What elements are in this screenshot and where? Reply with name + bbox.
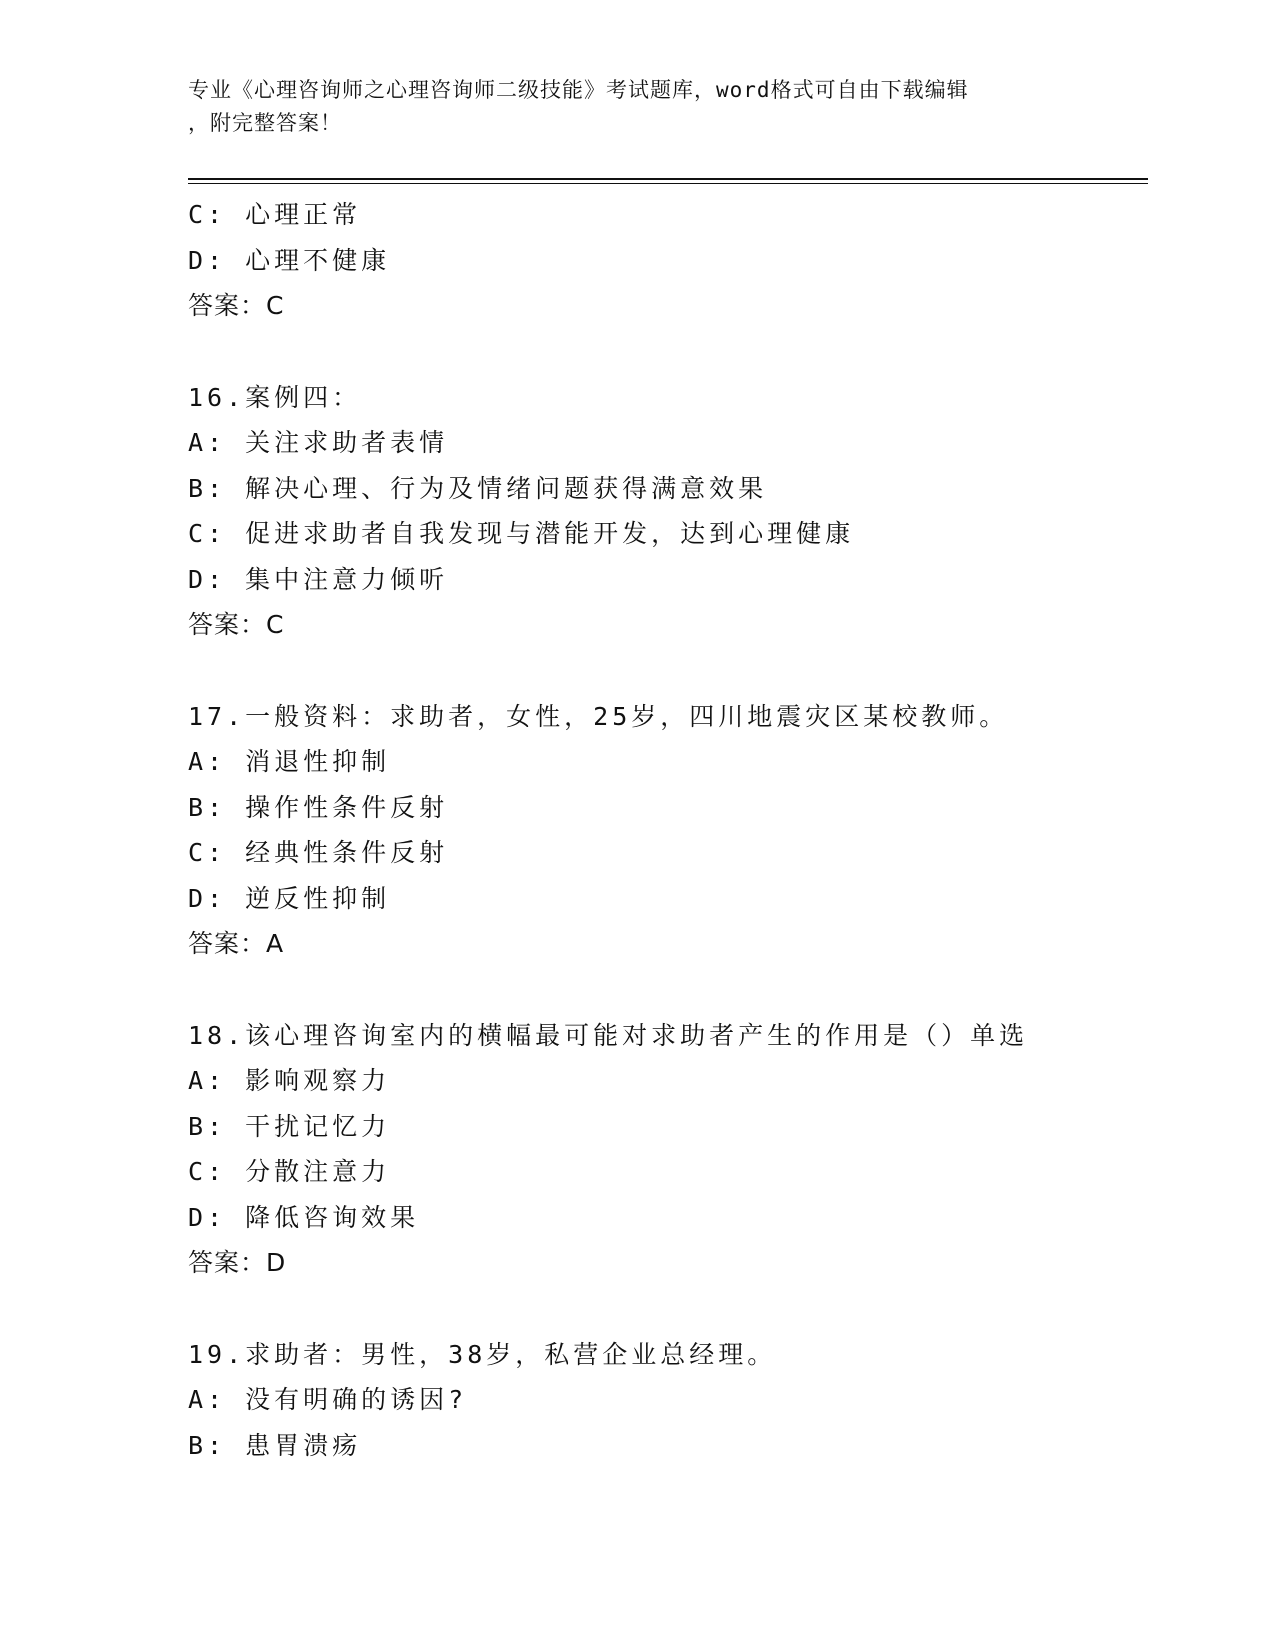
option-d: D: 心理不健康 (188, 245, 391, 275)
question-text: 18.该心理咨询室内的横幅最可能对求助者产生的作用是（）单选 (188, 1020, 1029, 1050)
header-line-2: ，附完整答案！ (188, 111, 342, 135)
option-a: A: 影响观察力 (188, 1066, 391, 1095)
answer-line: 答案：C (188, 610, 285, 639)
document-header (188, 74, 1088, 140)
option-b: B: 干扰记忆力 (188, 1111, 391, 1141)
option-b: B: 操作性条件反射 (188, 792, 449, 822)
spacer (188, 648, 1168, 694)
header-line-1: 专业《心理咨询师之心理咨询师二级技能》考试题库，word格式可自由下载编辑 (188, 78, 969, 102)
question-block-17 (188, 694, 1168, 967)
question-text: 19.求助者：男性，38岁，私营企业总经理。 (188, 1339, 777, 1369)
question-block-16 (188, 375, 1168, 648)
question-text: 17.一般资料：求助者，女性，25岁，四川地震灾区某校教师。 (188, 701, 1009, 731)
option-c: C: 分散注意力 (188, 1157, 391, 1186)
question-list (188, 192, 1168, 1468)
option-a: A: 消退性抑制 (188, 747, 391, 776)
option-c: C: 促进求助者自我发现与潜能开发，达到心理健康 (188, 519, 855, 548)
answer-line: 答案：A (188, 929, 285, 958)
question-text: 16.案例四： (188, 382, 362, 412)
option-a: A: 关注求助者表情 (188, 428, 449, 457)
header-divider-top (188, 178, 1148, 180)
option-d: D: 降低咨询效果 (188, 1202, 420, 1232)
spacer (188, 329, 1168, 375)
option-a: A: 没有明确的诱因? (188, 1385, 468, 1414)
option-c: C: 经典性条件反射 (188, 838, 449, 867)
option-b: B: 解决心理、行为及情绪问题获得满意效果 (188, 473, 768, 503)
option-c: C: 心理正常 (188, 200, 362, 229)
question-block-15 (188, 192, 1168, 329)
header-divider-bottom (188, 183, 1148, 184)
spacer (188, 1286, 1168, 1332)
question-block-19 (188, 1332, 1168, 1469)
question-block-18 (188, 1013, 1168, 1286)
option-d: D: 集中注意力倾听 (188, 564, 449, 594)
option-d: D: 逆反性抑制 (188, 883, 391, 913)
answer-line: 答案：D (188, 1248, 287, 1277)
answer-line: 答案：C (188, 291, 285, 320)
option-b: B: 患胃溃疡 (188, 1430, 362, 1460)
spacer (188, 967, 1168, 1013)
